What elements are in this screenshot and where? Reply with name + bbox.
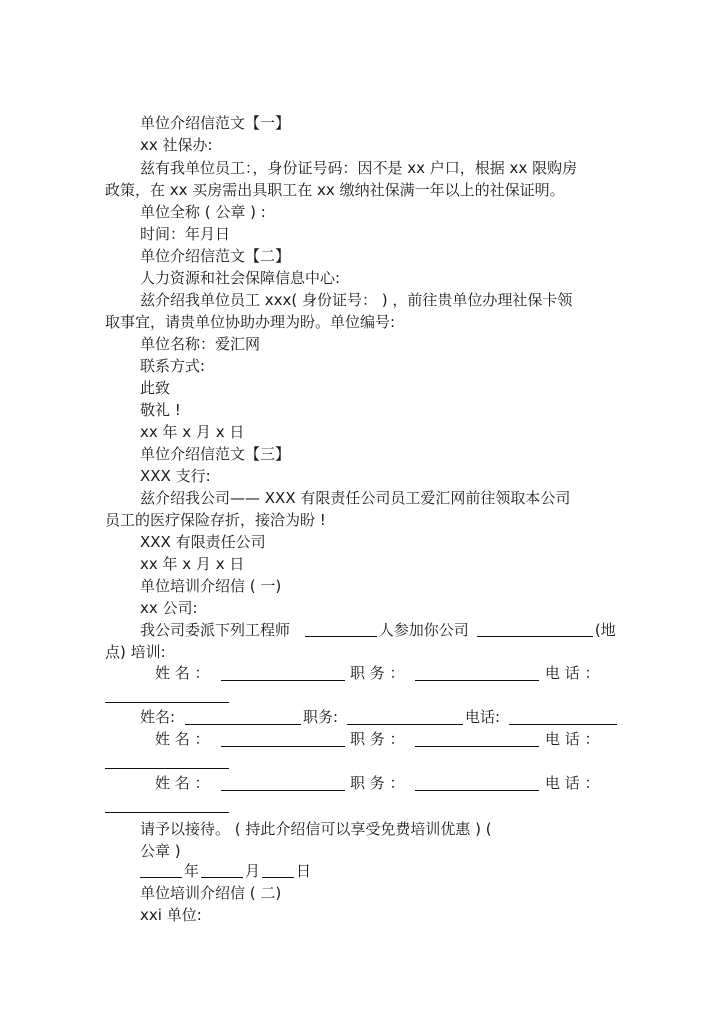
heading-training-letter-1: 单位培训介绍信 ( 一) xyxy=(140,577,282,595)
engineer-blank xyxy=(305,620,377,637)
duty-label: 职 务 ： xyxy=(350,730,405,748)
company-blank xyxy=(477,620,593,637)
text-line: 政策，在 xx 买房需出具职工在 xx 缴纳社保满一年以上的社保证明。 xyxy=(105,181,565,199)
day-blank xyxy=(262,861,294,878)
text-line: 单位全称 ( 公章 ) : xyxy=(140,203,266,221)
text-segment: 人参加你公司 xyxy=(378,621,469,639)
name-blank xyxy=(221,664,345,681)
text-line: 此致 xyxy=(140,379,171,397)
heading-letter-2: 单位介绍信范文【二】 xyxy=(140,247,291,265)
text-line: xx 社保办: xyxy=(140,136,213,154)
duty-label: 职 务 ： xyxy=(350,774,405,792)
year-blank xyxy=(140,861,182,878)
phone-label: 电 话 ： xyxy=(545,730,600,748)
text-line: 单位名称：爱汇网 xyxy=(140,335,261,353)
day-label: 日 xyxy=(296,862,312,880)
month-blank xyxy=(201,861,243,878)
heading-letter-3: 单位介绍信范文【三】 xyxy=(140,445,291,463)
text-line-with-blanks xyxy=(140,619,660,641)
text-line: 兹介绍我单位员工 xxx( 身份证号： ) ，前往贵单位办理社保卡领 xyxy=(140,291,573,309)
phone-blank xyxy=(105,752,229,769)
text-line: 点) 培训: xyxy=(105,643,166,661)
phone-blank xyxy=(105,796,229,813)
year-label: 年 xyxy=(184,862,200,880)
text-line: XXX 有限责任公司 xyxy=(140,533,266,551)
text-line: xxi 单位: xyxy=(140,906,202,924)
duty-blank xyxy=(415,730,539,747)
phone-label: 电 话 ： xyxy=(545,774,600,792)
heading-training-letter-2: 单位培训介绍信 ( 二) xyxy=(140,884,282,902)
date-line xyxy=(140,860,660,882)
text-line: 时间：年月日 xyxy=(140,225,231,243)
text-line: 请予以接待。 ( 持此介绍信可以享受免费培训优惠 ) ( xyxy=(140,820,492,838)
phone-blank xyxy=(509,708,617,725)
name-label: 姓 名 ： xyxy=(155,774,210,792)
duty-blank xyxy=(415,774,539,791)
name-blank xyxy=(221,730,345,747)
name-label: 姓 名 ： xyxy=(155,730,210,748)
name-blank xyxy=(221,774,345,791)
heading-letter-1: 单位介绍信范文【一】 xyxy=(140,114,291,132)
text-line: 兹介绍我公司—— XXX 有限责任公司员工爱汇网前往领取本公司 xyxy=(140,489,571,507)
duty-label: 职务: xyxy=(303,708,339,726)
text-line: 公章 ) xyxy=(140,842,181,860)
phone-blank xyxy=(105,686,229,703)
month-label: 月 xyxy=(245,862,261,880)
text-line: 联系方式: xyxy=(140,357,206,375)
phone-label: 电话: xyxy=(465,708,501,726)
duty-label: 职 务 ： xyxy=(350,664,405,682)
text-line: xx 年 x 月 x 日 xyxy=(140,423,245,441)
text-line: 敬礼 ! xyxy=(140,401,181,419)
text-line: XXX 支行: xyxy=(140,467,211,485)
text-segment: 我公司委派下列工程师 xyxy=(140,621,291,639)
name-blank xyxy=(185,708,301,725)
name-label: 姓名: xyxy=(140,708,176,726)
name-label: 姓 名 ： xyxy=(155,664,210,682)
phone-label: 电 话 ： xyxy=(545,664,600,682)
text-line: xx 年 x 月 x 日 xyxy=(140,555,245,573)
duty-blank xyxy=(347,708,463,725)
text-line: 人力资源和社会保障信息中心: xyxy=(140,269,341,287)
text-segment: (地 xyxy=(594,621,616,639)
text-line: 取事宜，请贵单位协助办理为盼。单位编号: xyxy=(105,313,396,331)
text-line: 员工的医疗保险存折，接洽为盼 ! xyxy=(105,511,326,529)
text-line: xx 公司: xyxy=(140,599,198,617)
text-line: 兹有我单位员工：，身份证号码：因不是 xx 户口，根据 xx 限购房 xyxy=(140,159,578,177)
duty-blank xyxy=(415,664,539,681)
